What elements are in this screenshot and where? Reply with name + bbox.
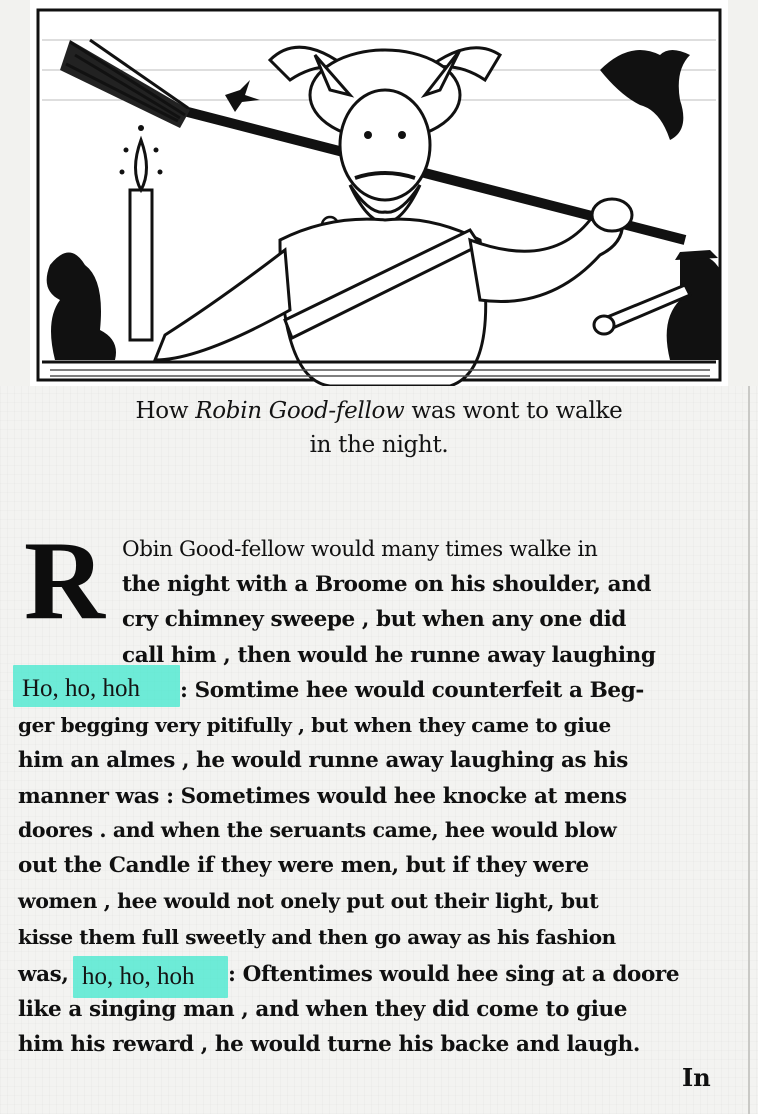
- body-line-13-start: was,: [18, 962, 69, 987]
- body-line-1: Obin Good-fellow would many times walke in: [122, 537, 598, 562]
- caption-italic-name: Robin Good-fellow: [195, 398, 405, 424]
- highlight-text-1: Ho, ho, hoh: [22, 675, 141, 702]
- body-line-4: call him , then would he runne away laughing: [122, 643, 656, 668]
- body-line-14: like a singing man , and when they did come to giue: [18, 997, 628, 1022]
- body-line-11: women , hee would not onely put out their light, but: [18, 889, 599, 913]
- catchword: In: [682, 1063, 711, 1092]
- body-line-7: him an almes , he would runne away laughing as his: [18, 748, 628, 773]
- highlight-text-2: ho, ho, hoh: [82, 963, 195, 990]
- body-line-6: ger begging very pitifully , but when they came to giue: [18, 713, 611, 737]
- drop-cap: R: [24, 519, 105, 643]
- body-line-13-end: : Oftentimes would hee sing at a doore: [228, 962, 680, 987]
- body-line-3: cry chimney sweepe , but when any one did: [122, 607, 626, 632]
- woodcut-drawing: [30, 0, 728, 386]
- woodcut-illustration: [30, 0, 728, 386]
- body-line-2: the night with a Broome on his shoulder, and: [122, 572, 652, 597]
- body-line-8: manner was : Sometimes would hee knocke at mens: [18, 784, 627, 809]
- body-line-15: him his reward , he would turne his backe and laugh.: [18, 1032, 640, 1057]
- caption-line-2: in the night.: [309, 432, 449, 458]
- body-line-9: doores . and when the seruants came, hee would blow: [18, 818, 617, 842]
- caption-line-1: How Robin Good-fellow was wont to walke: [135, 398, 623, 424]
- page-edge: [748, 386, 750, 1114]
- body-line-5: : Somtime hee would counterfeit a Beg-: [180, 678, 644, 703]
- body-line-10: out the Candle if they were men, but if they were: [18, 853, 589, 878]
- body-line-12: kisse them full sweetly and then go away as his fashion: [18, 925, 616, 949]
